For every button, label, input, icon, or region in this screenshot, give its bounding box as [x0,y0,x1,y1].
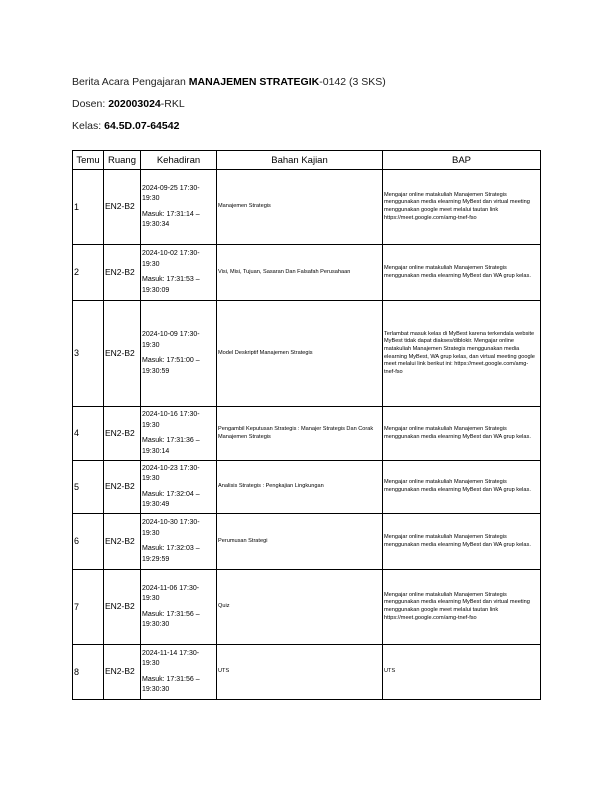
check-in-time: Masuk: 17:32:04 – 19:30:49 [142,490,200,508]
cell-ruang [104,461,141,514]
temu-value: 1 [74,201,80,212]
bap-value: Mengajar online matakuliah Manajemen Strategis menggunakan media elearning MyBest dan WA grup kelas. [384,479,531,493]
schedule-time: 2024-10-16 17:30-19:30 [142,411,200,429]
cell-ruang [104,245,141,301]
check-in-time: Masuk: 17:31:56 – 19:30:30 [142,610,200,628]
temu-value: 8 [74,666,80,677]
bahan-value: Perumusan Strategi [218,537,268,544]
cell-ruang [104,407,141,461]
table-body [73,170,541,700]
col-bap: BAP [383,151,541,170]
cell-kehadiran [141,170,217,245]
cell-kehadiran [141,570,217,645]
schedule-time: 2024-11-06 17:30-19:30 [142,584,200,602]
cell-temu [73,170,104,245]
ruang-value: EN2-B2 [105,481,135,492]
cell-kehadiran [141,301,217,407]
bahan-value: Visi, Misi, Tujuan, Sasaran Dan Falsafah Perusahaan [218,268,351,275]
cell-bap [383,570,541,645]
cell-temu [73,407,104,461]
lecturer-id: 202003024 [108,98,161,110]
ruang-value: EN2-B2 [105,601,135,612]
cell-kehadiran [141,645,217,700]
cell-temu [73,645,104,700]
bap-value: Mengajar online matakuliah Manajemen Strategis menggunakan media elearning MyBest dan virtual meeting menggunakan google meet melalui tautan link https://meet.google.com/amg-tnef-fso [384,191,530,221]
table-row [73,514,541,570]
heading-prefix: Berita Acara Pengajaran [72,76,189,88]
table-row [73,301,541,407]
ruang-value: EN2-B2 [105,266,135,277]
cell-bahan-kajian [217,514,383,570]
cell-bap [383,645,541,700]
ruang-value: EN2-B2 [105,427,135,438]
bap-value: UTS [384,668,396,675]
bap-value: Mengajar online matakuliah Manajemen Strategis menggunakan media elearning MyBest dan WA grup kelas. [384,425,531,440]
teaching-log-table [72,150,541,700]
cell-temu [73,245,104,301]
lecturer-label: Dosen: [72,98,109,110]
table-row [73,245,541,301]
cell-ruang [104,170,141,245]
cell-kehadiran [141,245,217,301]
bahan-value: Model Deskriptif Manajemen Strategis [218,349,313,356]
cell-kehadiran [141,461,217,514]
cell-bahan-kajian [217,570,383,645]
cell-bap [383,245,541,301]
col-ruang: Ruang [104,151,141,170]
check-in-time: Masuk: 17:32:03 – 19:29:59 [142,545,200,563]
bahan-value: Manajemen Strategis [218,203,271,210]
class-code: 64.5D.07-64542 [104,120,180,132]
table-row [73,170,541,245]
cell-bahan-kajian [217,170,383,245]
schedule-time: 2024-09-25 17:30-19:30 [142,184,200,202]
cell-ruang [104,514,141,570]
temu-value: 6 [74,536,80,547]
table-row [73,461,541,514]
cell-bap [383,407,541,461]
table-row [73,407,541,461]
temu-value: 7 [74,601,80,612]
schedule-time: 2024-10-23 17:30-19:30 [142,464,200,482]
cell-temu [73,301,104,407]
ruang-value: EN2-B2 [105,666,135,677]
col-temu: Temu [73,151,104,170]
bap-value: Mengajar online matakuliah Manajemen Strategis menggunakan media elearning MyBest dan WA grup kelas. [384,533,531,548]
check-in-time: Masuk: 17:31:53 – 19:30:09 [142,276,200,294]
check-in-time: Masuk: 17:31:56 – 19:30:30 [142,675,200,693]
cell-ruang [104,301,141,407]
ruang-value: EN2-B2 [105,201,135,212]
course-code: -0142 (3 SKS) [319,76,386,88]
bap-value: Terlambat masuk kelas di MyBest karena terkendala website MyBest tidak dapat diakses/diblokir. Mengajar online matakuliah Manajemen Strategis menggunakan media elearning MyBest, WA grup kelas, dan virtual meeting google meet melalui link berikut ini: https://meet.google.com/amg-tnef-fso [384,330,535,375]
ruang-value: EN2-B2 [105,347,135,358]
schedule-time: 2024-11-14 17:30-19:30 [142,649,200,667]
class-label: Kelas: [72,120,105,132]
ruang-value: EN2-B2 [105,535,135,546]
bap-value: Mengajar online matakuliah Manajemen Strategis menggunakan media elearning MyBest dan WA grup kelas. [384,264,531,279]
cell-ruang [104,645,141,700]
temu-value: 5 [74,481,80,492]
cell-bap [383,170,541,245]
bap-value: Mengajar online matakuliah Manajemen Strategis menggunakan media elearning MyBest dan virtual meeting menggunakan google meet melalui tautan link https://meet.google.com/amg-tnef-fso [384,591,530,621]
cell-temu [73,514,104,570]
cell-temu [73,461,104,514]
cell-kehadiran [141,407,217,461]
cell-bap [383,514,541,570]
lecturer-suffix: -RKL [160,98,185,110]
bahan-value: Pengambil Keputusan Strategis : Manajer Strategis Dan Corak Manajemen Strategis [218,425,374,440]
check-in-time: Masuk: 17:51:00 – 19:30:59 [142,357,200,375]
cell-bap [383,461,541,514]
schedule-time: 2024-10-30 17:30-19:30 [142,519,200,537]
schedule-time: 2024-10-02 17:30-19:30 [142,250,200,268]
cell-bahan-kajian [217,301,383,407]
cell-bahan-kajian [217,407,383,461]
schedule-time: 2024-10-09 17:30-19:30 [142,331,200,349]
cell-bap [383,301,541,407]
col-bahan-kajian: Bahan Kajian [217,151,383,170]
check-in-time: Masuk: 17:31:14 – 19:30:34 [142,210,200,228]
bahan-value: Quiz [218,603,230,610]
bahan-value: UTS [218,668,230,675]
bahan-value: Analisis Strategis : Pengkajian Lingkungan [218,483,324,490]
cell-bahan-kajian [217,245,383,301]
cell-bahan-kajian [217,461,383,514]
col-kehadiran: Kehadiran [141,151,217,170]
cell-ruang [104,570,141,645]
table-header-row [73,151,541,170]
course-heading [72,76,386,88]
cell-temu [73,570,104,645]
cell-bahan-kajian [217,645,383,700]
cell-kehadiran [141,514,217,570]
course-name: MANAJEMEN STRATEGIK [188,76,320,88]
temu-value: 4 [74,428,80,439]
lecturer-line [72,98,185,110]
class-line [72,120,179,132]
check-in-time: Masuk: 17:31:36 – 19:30:14 [142,437,200,455]
table-row [73,570,541,645]
temu-value: 2 [74,267,80,278]
temu-value: 3 [74,348,80,359]
table-row [73,645,541,700]
